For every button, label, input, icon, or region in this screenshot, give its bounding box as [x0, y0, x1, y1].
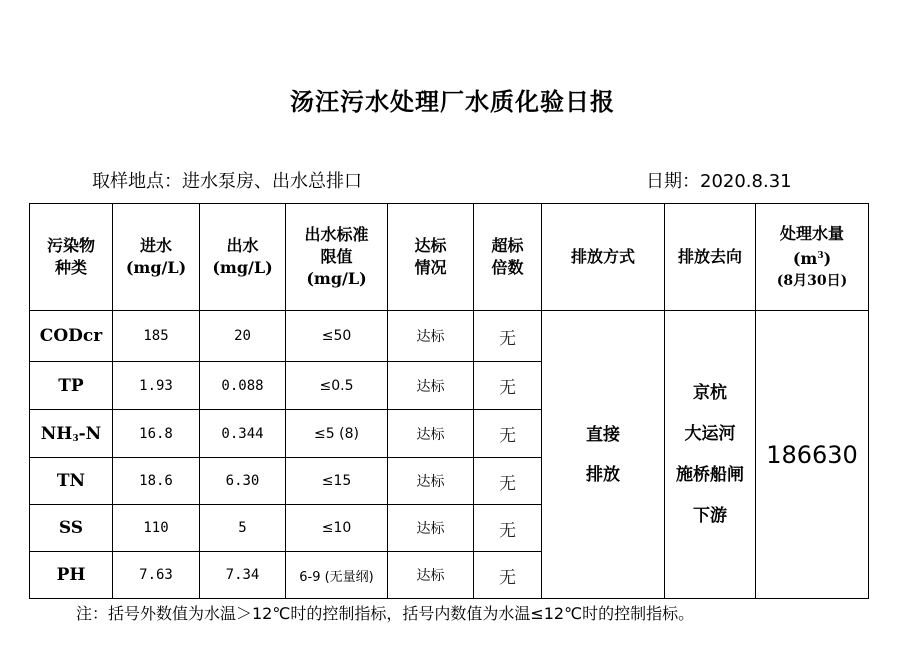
header-volume: 处理水量 $(m^3)$ (8月30日) [756, 204, 869, 311]
report-date: 日期：2020.8.31 [646, 171, 792, 192]
compliance-status: 达标 [388, 410, 474, 458]
excess-value: 无 [474, 458, 542, 505]
outflow-value: 0.344 [200, 410, 286, 458]
header-outflow: 出水 (mg/L) [200, 204, 286, 311]
excess-value: 无 [474, 505, 542, 552]
pollutant-name: $NH_3-N$ [30, 410, 113, 458]
limit-value: ≤50 [286, 311, 388, 362]
footnote: 注：括号外数值为水温＞12℃时的控制指标，括号内数值为水温≤12℃时的控制指标。 [76, 604, 695, 623]
sampling-location: 取样地点：进水泵房、出水总排口 [92, 171, 362, 192]
header-inflow: 进水 (mg/L) [113, 204, 200, 311]
excess-value: 无 [474, 362, 542, 410]
pollutant-name: CODcr [30, 311, 113, 362]
inflow-value: 1.93 [113, 362, 200, 410]
excess-value: 无 [474, 410, 542, 458]
table-header-row [30, 204, 869, 311]
limit-value: ≤5 (8) [286, 410, 388, 458]
outflow-value: 6.30 [200, 458, 286, 505]
inflow-value: 185 [113, 311, 200, 362]
compliance-status: 达标 [388, 362, 474, 410]
compliance-status: 达标 [388, 505, 474, 552]
inflow-value: 18.6 [113, 458, 200, 505]
outflow-value: 5 [200, 505, 286, 552]
excess-value: 无 [474, 311, 542, 362]
discharge-method-cell: 直接 排放 [542, 311, 665, 599]
inflow-value: 16.8 [113, 410, 200, 458]
header-compliance: 达标 情况 [388, 204, 474, 311]
outflow-value: 7.34 [200, 552, 286, 599]
header-pollutant: 污染物 种类 [30, 204, 113, 311]
limit-value: ≤0.5 [286, 362, 388, 410]
compliance-status: 达标 [388, 311, 474, 362]
discharge-destination-cell: 京杭 大运河 施桥船闸 下游 [665, 311, 756, 599]
inflow-value: 110 [113, 505, 200, 552]
header-discharge-destination: 排放去向 [665, 204, 756, 311]
pollutant-name: SS [30, 505, 113, 552]
header-discharge-method: 排放方式 [542, 204, 665, 311]
treated-volume-value: 186630 [756, 311, 869, 599]
limit-value: 6-9 (无量纲) [286, 552, 388, 599]
excess-value: 无 [474, 552, 542, 599]
outflow-value: 20 [200, 311, 286, 362]
inflow-value: 7.63 [113, 552, 200, 599]
header-limit: 出水标准 限值 (mg/L) [286, 204, 388, 311]
report-title: 汤汪污水处理厂水质化验日报 [290, 88, 615, 116]
limit-value: ≤15 [286, 458, 388, 505]
compliance-status: 达标 [388, 552, 474, 599]
outflow-value: 0.088 [200, 362, 286, 410]
pollutant-name: TN [30, 458, 113, 505]
table-row [30, 311, 869, 362]
pollutant-name: TP [30, 362, 113, 410]
header-excess: 超标 倍数 [474, 204, 542, 311]
water-quality-table [29, 203, 869, 599]
pollutant-name: PH [30, 552, 113, 599]
compliance-status: 达标 [388, 458, 474, 505]
limit-value: ≤10 [286, 505, 388, 552]
